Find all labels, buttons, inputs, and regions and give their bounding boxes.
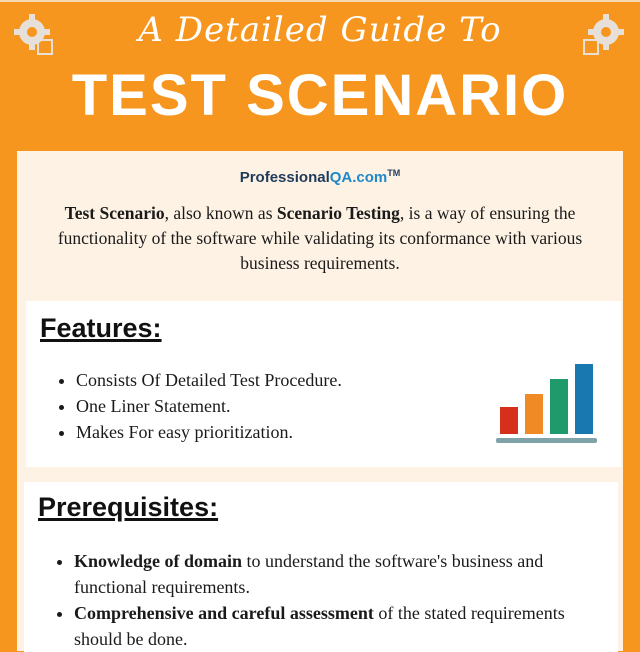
logo: ProfessionalQA.com™ (239, 168, 401, 186)
bar (575, 364, 593, 434)
bar-chart-icon (494, 363, 598, 445)
bar (500, 407, 518, 434)
prerequisites-card (24, 482, 618, 652)
features-card (26, 301, 621, 467)
list-item: • Makes For easy prioritization. (76, 419, 342, 445)
list-item: • Consists Of Detailed Test Procedure. (76, 367, 342, 393)
base-line (496, 438, 597, 443)
top-border (0, 0, 640, 2)
list-item: • Knowledge of domain to understand the software's business and functional requirements. (74, 548, 614, 600)
list-item: • One Liner Statement. (76, 393, 342, 419)
intro-text: Test Scenario, also known as Scenario Testing, is a way of ensuring the functionality of the software while validating its conformance with various business requirements. (57, 203, 583, 273)
bar (550, 379, 568, 434)
bar (525, 394, 543, 434)
page-title: TEST SCENARIO (71, 63, 569, 128)
features-heading: Features: (40, 313, 162, 343)
subtitle: A Detailed Guide To (138, 10, 502, 50)
list-item: • Comprehensive and careful assessment of the stated requirements should be done. (74, 600, 614, 652)
prerequisites-heading: Prerequisites: (38, 492, 219, 522)
